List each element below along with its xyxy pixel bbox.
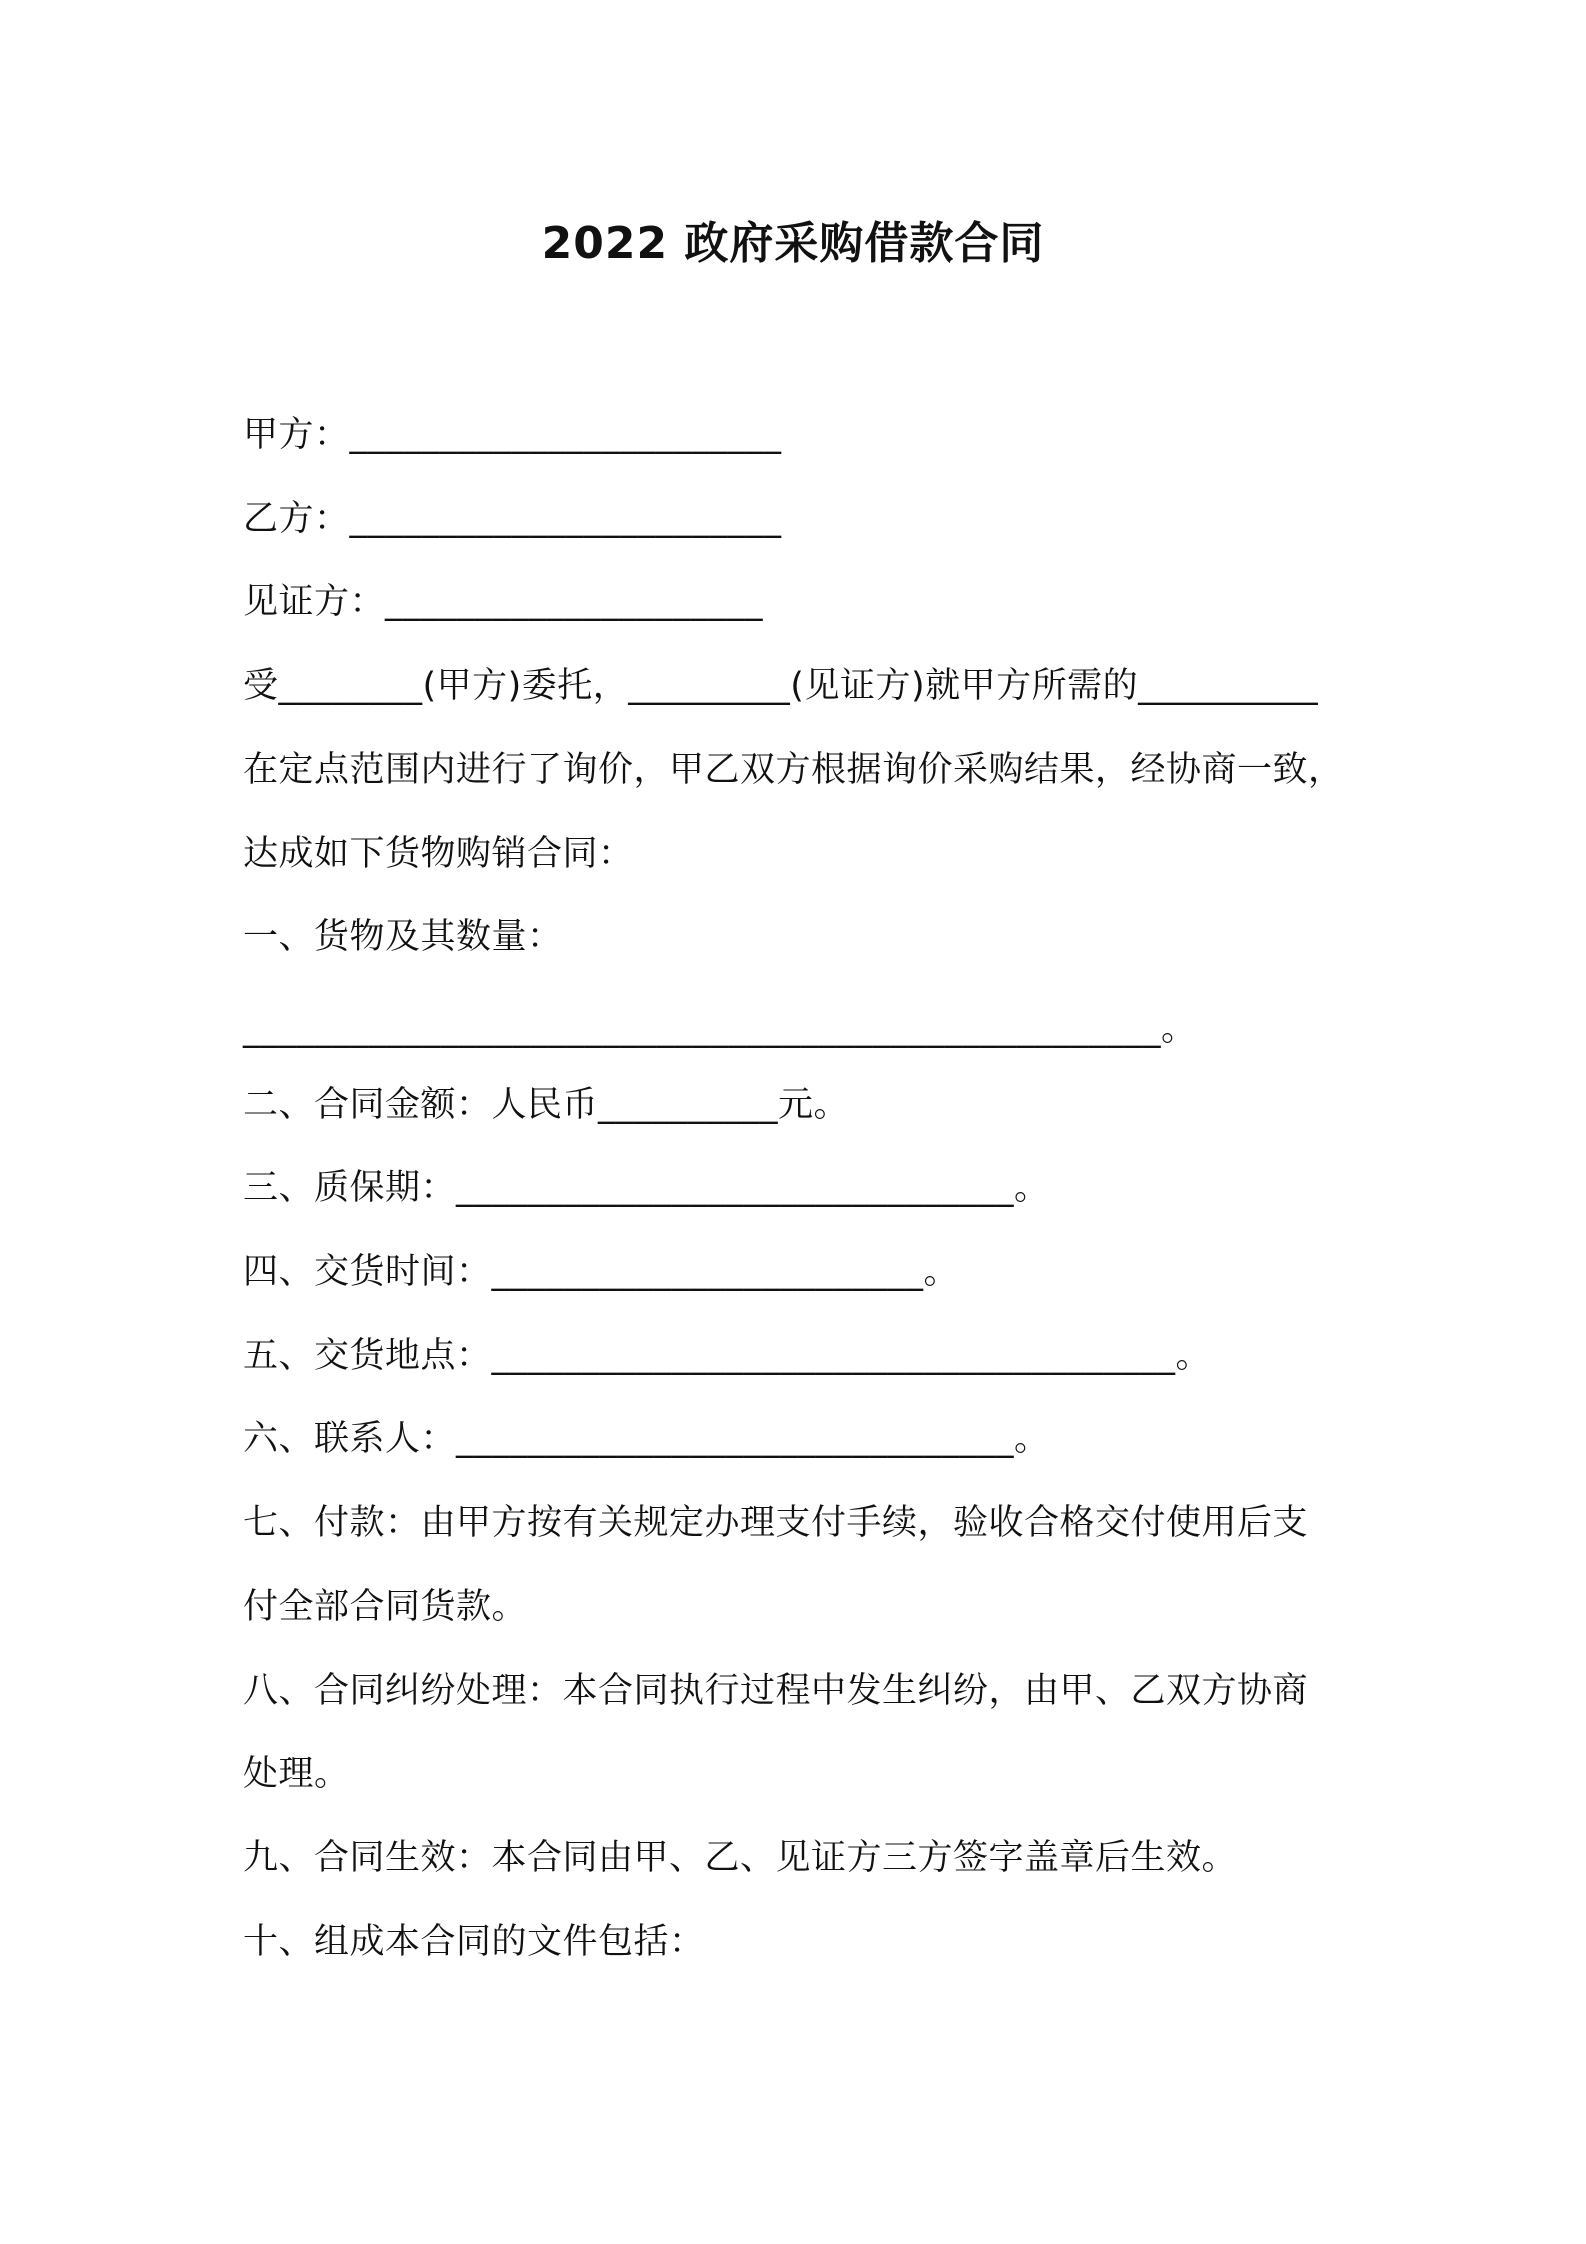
- intro-line-3: 达成如下货物购销合同：: [243, 834, 634, 874]
- clause-8-line-1: 八、合同纠纷处理：本合同执行过程中发生纠纷，由甲、乙双方协商: [243, 1671, 1309, 1711]
- clause-1-heading: 一、货物及其数量：: [243, 917, 563, 957]
- party-b-line: 乙方：________________________: [243, 499, 782, 539]
- intro-line-2: 在定点范围内进行了询价，甲乙双方根据询价采购结果，经协商一致，: [243, 750, 1344, 790]
- witness-line: 见证方：_____________________: [243, 582, 764, 622]
- document-title: 2022 政府采购借款合同: [541, 218, 1045, 269]
- clause-3: 三、质保期：_______________________________。: [243, 1168, 1050, 1208]
- clause-4: 四、交货时间：________________________。: [243, 1252, 960, 1292]
- clause-8-line-2: 处理。: [243, 1754, 350, 1794]
- clause-7-line-1: 七、付款：由甲方按有关规定办理支付手续，验收合格交付使用后支: [243, 1503, 1309, 1543]
- clause-7-line-2: 付全部合同货款。: [243, 1587, 528, 1627]
- clause-6: 六、联系人：_______________________________。: [243, 1419, 1050, 1459]
- clause-10: 十、组成本合同的文件包括：: [243, 1922, 705, 1962]
- clause-5: 五、交货地点：______________________________________。: [243, 1336, 1212, 1376]
- party-a-line: 甲方：________________________: [243, 415, 782, 455]
- intro-line-1: 受________(甲方)委托，_________(见证方)就甲方所需的__________: [243, 666, 1319, 706]
- clause-2: 二、合同金额：人民币__________元。: [243, 1085, 850, 1125]
- clause-9: 九、合同生效：本合同由甲、乙、见证方三方签字盖章后生效。: [243, 1838, 1238, 1878]
- clause-1-blank: ___________________________________________________。: [243, 1009, 1197, 1049]
